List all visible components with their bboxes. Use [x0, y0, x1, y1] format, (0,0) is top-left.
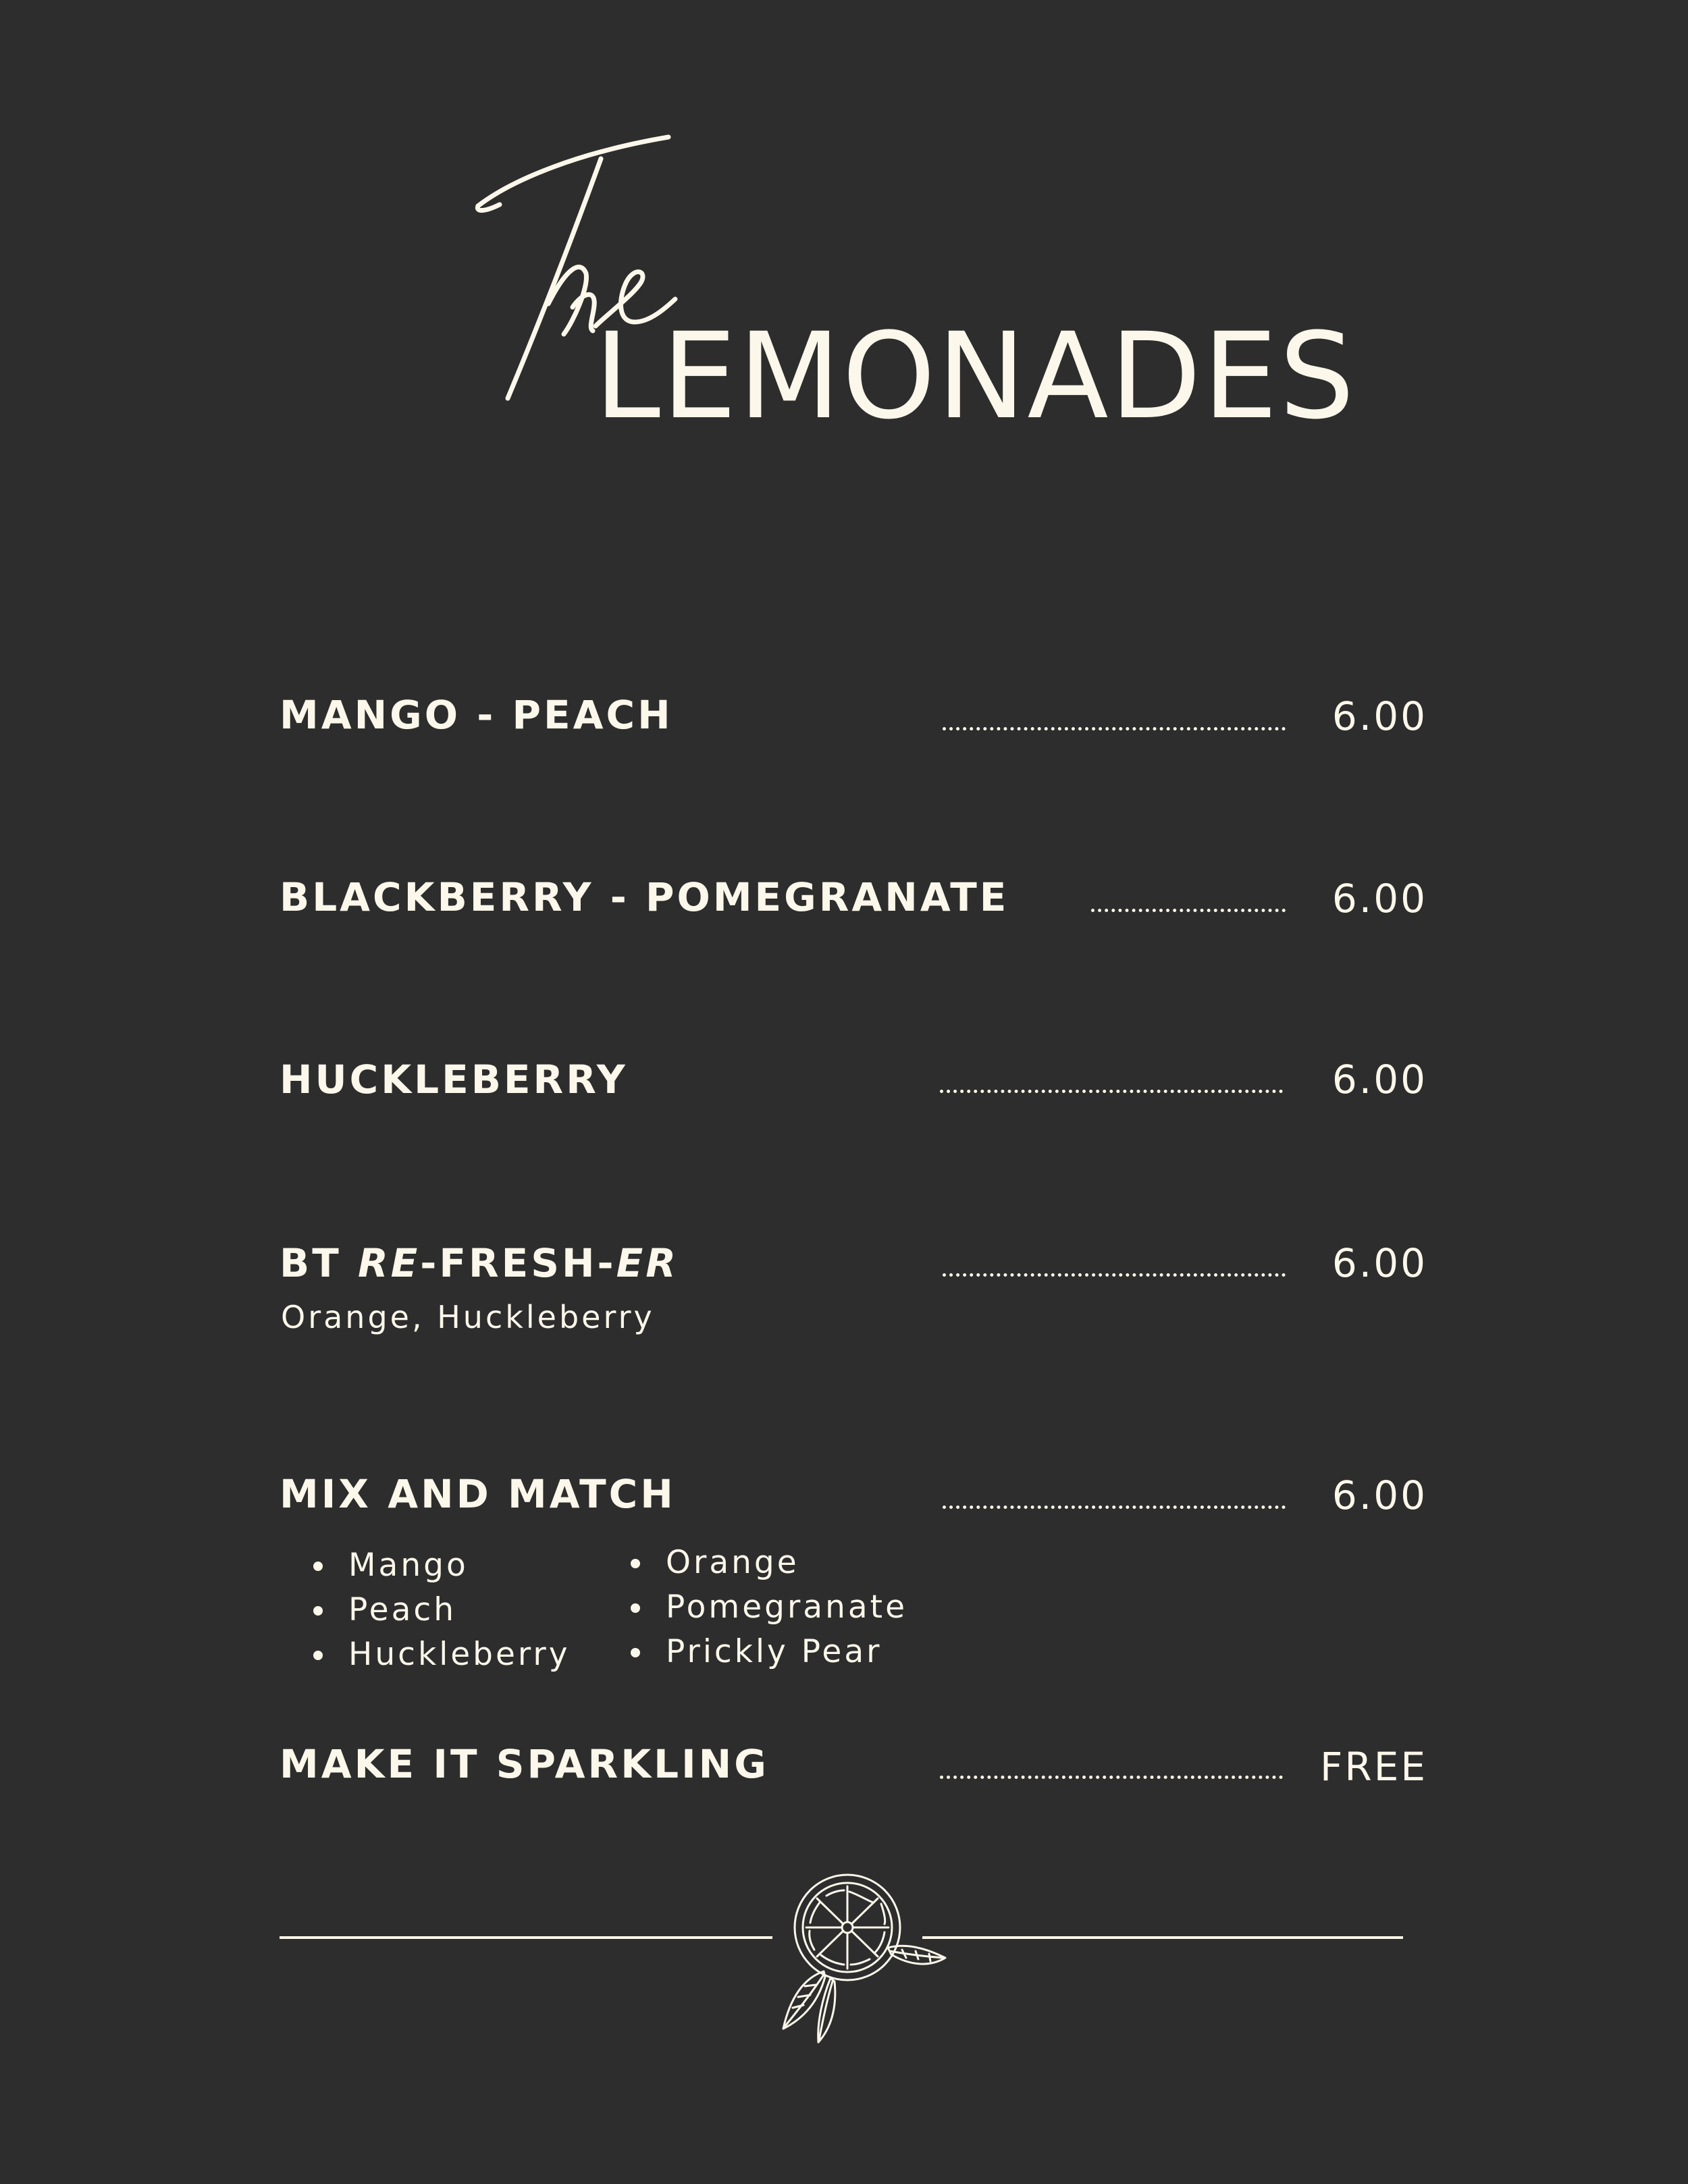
dotted-leader [943, 1506, 1286, 1509]
menu-item-name: MIX AND MATCH [280, 1471, 676, 1517]
divider-right [922, 1936, 1403, 1939]
list-item: Peach [313, 1588, 571, 1632]
flavor-list-right [631, 1541, 907, 1674]
menu-item-name-part: BT [280, 1240, 358, 1286]
list-item: Mango [313, 1543, 571, 1588]
menu-item-price: 6.00 [1331, 1240, 1427, 1286]
dotted-leader [940, 1090, 1283, 1093]
menu-item-name: MAKE IT SPARKLING [280, 1741, 769, 1787]
lemon-slice-icon [743, 1863, 959, 2052]
menu-item-price: 6.00 [1331, 1472, 1427, 1518]
menu-item-name-part: ER [616, 1240, 679, 1286]
menu-item-name-part: RE [357, 1240, 421, 1286]
menu-item-price: FREE [1320, 1744, 1427, 1790]
list-item: Huckleberry [313, 1632, 571, 1677]
menu-item-name: HUCKLEBERRY [280, 1057, 628, 1102]
menu-item-name-part: -FRESH- [420, 1240, 616, 1286]
dotted-leader [943, 727, 1286, 730]
menu-item-price: 6.00 [1331, 876, 1427, 922]
menu-item-name: MANGO - PEACH [280, 692, 673, 738]
menu-item-price: 6.00 [1331, 1057, 1427, 1102]
menu-item-price: 6.00 [1331, 693, 1427, 739]
dotted-leader [943, 1273, 1286, 1277]
list-item: Prickly Pear [631, 1630, 907, 1674]
dotted-leader [1091, 909, 1286, 912]
page-title: LEMONADES [594, 307, 1356, 446]
menu-item-name [280, 1240, 679, 1286]
dotted-leader [940, 1776, 1283, 1779]
divider-left [280, 1936, 772, 1939]
menu-item-description: Orange, Huckleberry [281, 1299, 655, 1335]
flavor-list-left [313, 1543, 571, 1677]
menu-item-name: BLACKBERRY - POMEGRANATE [280, 874, 1009, 920]
list-item: Orange [631, 1541, 907, 1585]
list-item: Pomegranate [631, 1585, 907, 1630]
